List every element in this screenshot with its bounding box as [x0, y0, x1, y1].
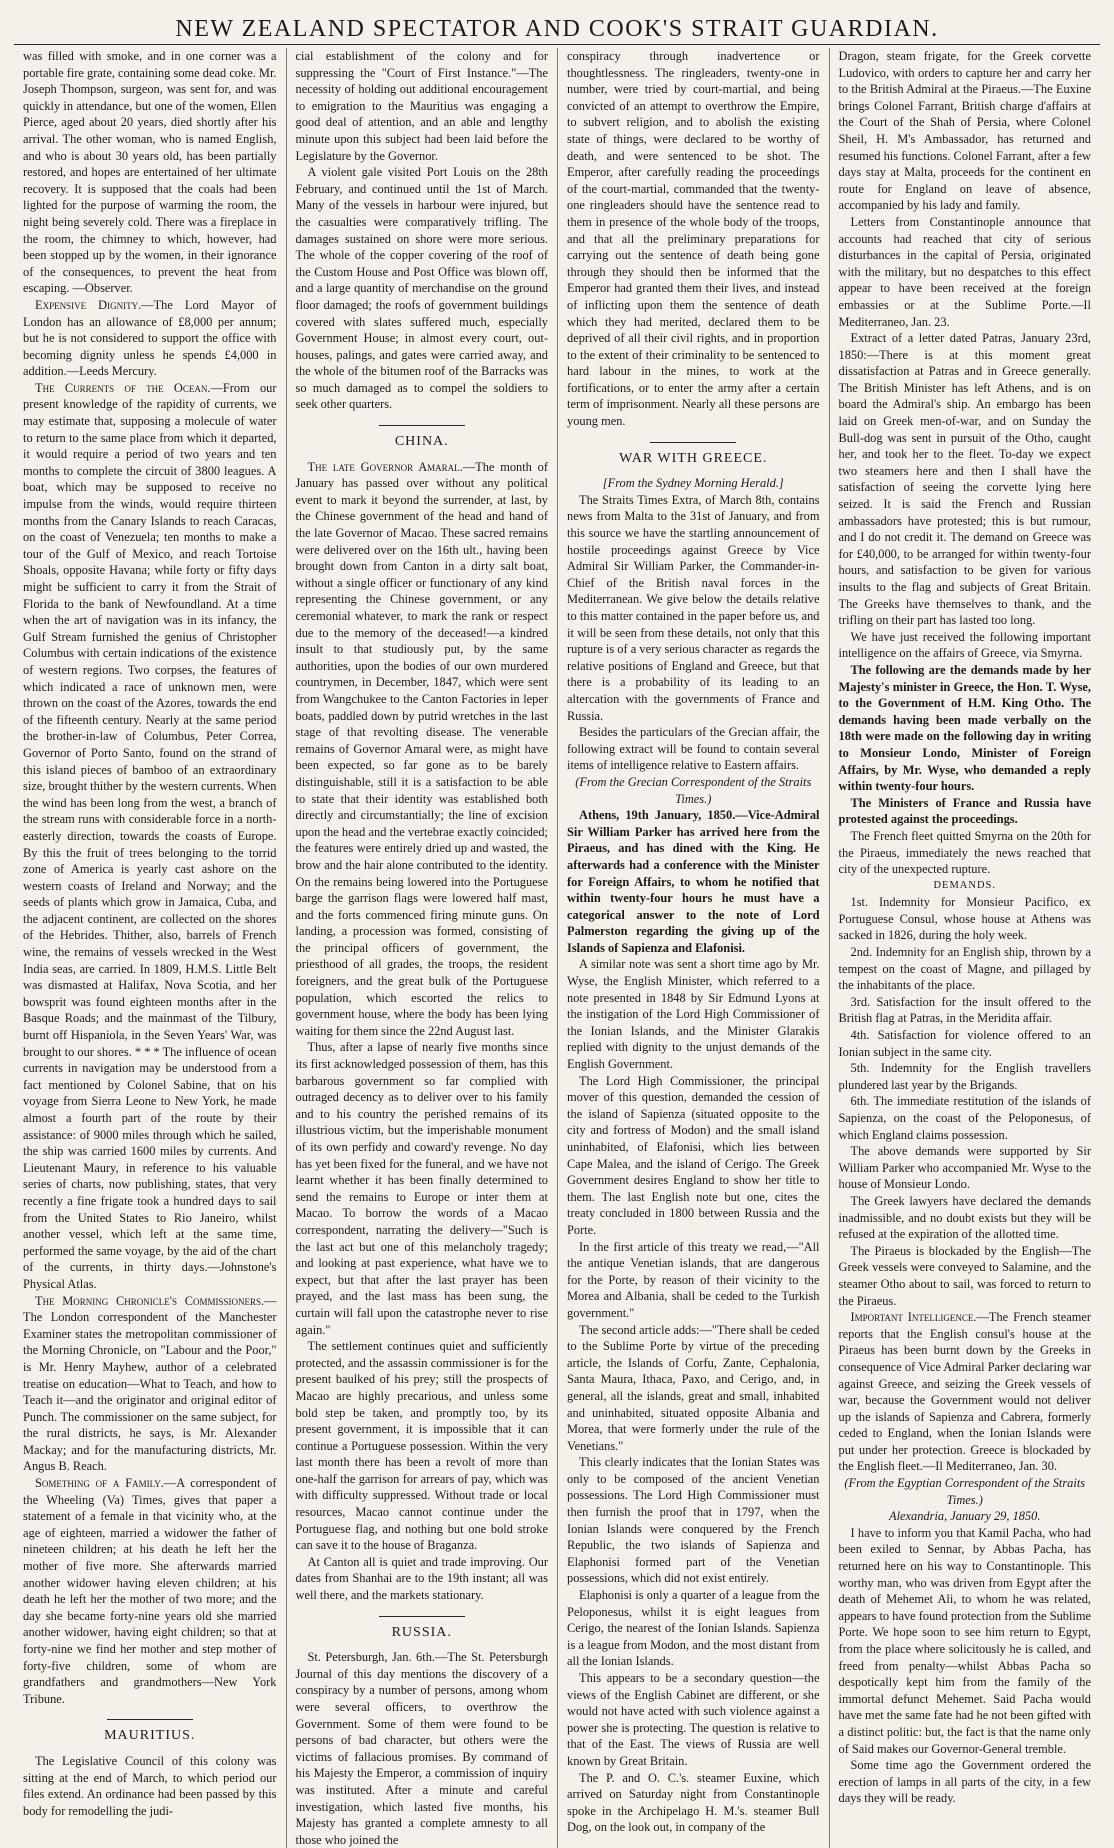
- article-paragraph: The French fleet quitted Smyrna on the 20th for the Piraeus, immediately the news reached that city of the unexpected rupture.: [838, 828, 1091, 877]
- article-body: —A correspondent of the Wheeling (Va) Times, gives that paper a statement of a female in that vicinity who, at the age of eighteen, married a widower the father of nineteen children; at his death he left her the mother of five more. She afterwards married another widower having eleven children; at his death he left her the mother of two more; and the day she became forty-nine years old she married another widower, having eight children; so that at forty-nine we find her mother and step mother of forty-five children, some of whom are grandfathers and grandmothers—New York Tribune.: [23, 1476, 277, 1706]
- source-credit: (From the Grecian Correspondent of the Straits Times.): [575, 774, 812, 806]
- section-heading-mauritius: [23, 1719, 277, 1745]
- article-lead: The Currents of the Ocean.: [35, 380, 211, 395]
- article-paragraph: Elaphonisi is only a quarter of a league from the Peloponesus, whilst it is eight leagues from Cerigo, the nearest of the Ionian Islands. Sapienza is a league from Modon, and the most distant from all the Ionian Islands.: [567, 1588, 820, 1669]
- column-3: [557, 48, 829, 1848]
- demand-item: 3rd. Satisfaction for the insult offered to the British flag at Patras, in the Meridita affair.: [838, 994, 1091, 1026]
- section-title: WAR WITH GREECE.: [619, 450, 768, 466]
- demand-item: 4th. Satisfaction for violence offered to an Ionian subject in the same city.: [838, 1028, 1091, 1059]
- article-paragraph: At Canton all is quiet and trade improving. Our dates from Shanhai are to the 19th instant; all was well there, and the markets stationary.: [295, 1554, 548, 1603]
- section-rule: [107, 1719, 193, 1720]
- column-1: [14, 48, 286, 1848]
- article-paragraph: The second article adds:—"There shall be ceded to the Sublime Porte by virtue of the preceding article, the Islands of Corfu, Zante, Cephalonia, Santa Maura, Ithaca, Paxo, and Cerigo, and, in general, all the islands, great and small, inhabited and uninhabited, situated opposite Albania and Morea, that were formerly under the rule of the Venetians.": [567, 1322, 820, 1453]
- article-paragraph: The Legislative Council of this colony was sitting at the end of March, to which period our files extend. An ordinance had been passed by this body for remodelling the judi-: [23, 1753, 277, 1818]
- article-paragraph: St. Petersburgh, Jan. 6th.—The St. Petersburgh Journal of this day mentions the discovery of a conspiracy by a number of persons, among whom were several officers, to overthrow the Government. Some of them were found to be persons of bad character, but others were the victims of fallacious promises. By command of his Majesty the Emperor, a commission of inquiry was instituted. After a minute and careful investigation, which lasted five months, his Majesty has granted a complete amnesty to all those who joined the: [295, 1650, 548, 1847]
- section-rule: [650, 442, 736, 443]
- article-paragraph: In the first article of this treaty we read,—"All the antique Venetian islands, that are dangerous for the Porte, by reason of their vicinity to the Morea and Albania, shall be ceded to the Turkish government.": [567, 1239, 820, 1320]
- article-paragraph: [296, 459, 549, 1040]
- section-title: MAURITIUS.: [104, 1728, 196, 1744]
- masthead-title: NEW ZEALAND SPECTATOR AND COOK'S STRAIT GUARDIAN.: [14, 0, 1100, 45]
- article-paragraph: A violent gale visited Port Louis on the 28th February, and continued until the 1st of March. Many of the vessels in harbour were injured, but the casualties were comparatively trifling. The damages sustained on shore were more serious. The whole of the copper covering of the roof of the Custom House and Post Office was blown off, and a large quantity of merchandise on the ground floor damaged; the roofs of government buildings covered with slates suffered much, especially Government House; in almost every court, out-houses, palings, and gates were carried away, and the whole of the bitumen roof of the Barracks was so much damaged as to compel the soldiers to seek other quarters.: [295, 165, 548, 412]
- article-paragraph: Dragon, steam frigate, for the Greek corvette Ludovico, with orders to capture her and carry her to the British Admiral at the Piraeus.—The Euxine brings Colonel Farrant, British charge d'affairs at the Court of the Shah of Persia, where Colonel Sheil, H. M's Ambassador, has returned and resumed his functions. Colonel Farrant, after a few days stay at Malta, proceeds for the continent en route for England on leave of absence, accompanied by his lady and family.: [838, 49, 1091, 213]
- article-paragraph: Letters from Constantinople announce that accounts had reached that city of serious disturbances in the capital of Persia, originated with the military, but no despatches to this effect appear to have been received at the foreign embassies or at the Sublime Porte.—Il Mediterraneo, Jan. 23.: [838, 214, 1091, 329]
- article-paragraph: Besides the particulars of the Grecian affair, the following extract will be found to contain several items of intelligence relative to Eastern affairs.: [567, 725, 820, 773]
- section-title: RUSSIA.: [391, 1624, 452, 1640]
- source-credit: [From the Sydney Morning Herald.]: [602, 476, 784, 491]
- article-lead: The Morning Chronicle's Commissioners.: [35, 1293, 265, 1308]
- demand-item: 1st. Indemnity for Monsieur Pacifico, ex Portuguese Consul, whose house at Athens was sacked in 1826, during the holy week.: [838, 895, 1091, 943]
- demand-item: 2nd. Indemnity for an English ship, thrown by a tempest on the coast of Magne, and pillaged by the inhabitants of the place.: [838, 945, 1091, 993]
- article-lead: Something of a Family.: [35, 1476, 164, 1491]
- section-heading-china: [296, 425, 549, 451]
- article-paragraph: Extract of a letter dated Patras, January 23rd, 1850:—There is at this moment great dissatisfaction at Patras and in Greece generally. The British Minister has left Athens, and is on board the Admiral's ship. An embargo has been laid on Greek men-of-war, and on Sunday the Bull-dog was sent in pursuit of the Otho, caught her, and took her to the fleet. To-day we expect two steamers here and then I shall have the satisfaction of seeing the corvette lying here seized. It is said the French and Russian ambassadors have protested; this is but rumour, and I do not credit it. The demand on Greece was for £40,000, to be arranged for within twenty-four hours, and satisfaction to be given for various insults to the flag and subjects of Great Britain. The Greeks have themselves to thank, and the trifling on their part has lasted too long.: [838, 331, 1091, 628]
- article-body: —The Lord Mayor of London has an allowance of £8,000 per annum; but he is not considered to support the office with becoming dignity unless he spends £4,000 in addition.—Leeds Mercury.: [23, 297, 277, 379]
- article-paragraph: [23, 1475, 277, 1707]
- article-paragraph: [23, 380, 277, 1293]
- article-lead: The late Governor Amaral.: [307, 459, 463, 474]
- article-body: —From our present knowledge of the rapidity of currents, we may estimate that, supposing a molecule of water to return to the same place from which it departed, it would require a period of two years and ten months to complete the circuit of 3800 leagues. A boat, which may be supposed to receive no impulse from the winds, would require thirteen months from the Canary Islands to reach Caracas, on the coast of Venezuela; ten months to make a tour of the Gulf of Mexico, and reach Tortoise Shoals, opposite Havana; while forty or fifty days might be sufficient to carry it from the Strait of Florida to the bank of Newfoundland. At a time when the art of navigation was in its infancy, the Gulf Stream furnished the genius of Christopher Columbus with certain indications of the existence of western regions. Two corpses, the features of which indicated a race of unknown men, were thrown on the coast of the Azores, towards the end of the fifteenth century. Nearly at the same period the brother-in-law of Columbus, Peter Correa, Governor of Porto Santo, found on the strand of this island pieces of bamboo of an extraordinary size, brought thither by the western currents. When the wind has been long from the west, a branch of the stream runs with considerable force in a north-easterly direction, towards the coasts of Europe. By this the fruit of trees belonging to the torrid zone of America is yearly cast ashore on the western coasts of Ireland and Norway; and the seeds of plants which grow in Jamaica, Cuba, and the adjacent continent, are collected on the shores of the Hebrides. Thither, also, barrels of French wine, the remains of vessels wrecked in the West India seas, are carried. In 1809, H.M.S. Little Belt was dismasted at Halifax, Nova Scotia, and her bowsprit was found eighteen months after in the Basque Roads; and the mainmast of the Tilbury, burnt off Hispaniola, in the Seven Years' War, was brought to our shores. * * * The influence of ocean currents in navigation may be understood from a fact mentioned by Colonel Sabine, that on his voyage from Sierra Leone to New York, he made almost a fourth part of the route by their assistance: of 9000 miles through which he sailed, the ship was carried 1600 miles by currents. And Lieutenant Maury, in reference to his valuable series of charts, now publishing, states, that very recently a fine frigate took a hundred days to sail from the United States to Rio Janeiro, whilst another vessel, which left at the same time, performed the same voyage, by the aid of the chart of the currents, in thirty days.—Johnstone's Physical Atlas.: [23, 380, 277, 1291]
- article-paragraph: was filled with smoke, and in one corner was a portable fire grate, containing some dead coke. Mr. Joseph Thompson, surgeon, was sent for, and was quickly in attendance, but one of the women, Ellen Pierce, aged about 20 years, died shortly after his arrival. The other woman, who is named English, and who is about 30 years old, has been partially restored, and hopes are entertained of her ultimate recovery. It is supposed that the coals had been lighted for the purpose of warming the room, the night being severely cold. There was a fireplace in the room, the chimney to which, however, had been stopped up by the women, in their ignorance of the consequences, to prevent the heat from escaping. —Observer.: [23, 49, 277, 296]
- article-body: —The French steamer reports that the English consul's house at the Piraeus has been burnt down by the Greeks in consequence of Vice Admiral Parker declaring war against Greece, and seizing the Greek vessels of war, because the Government would not deliver up the islands of Sapienza and Cabrera, formerly ceded to England, when the Ionian Islands were put under her protection. Greece is blockaded by the English fleet.—Il Mediterraneo, Jan. 30.: [838, 1310, 1091, 1474]
- article-paragraph: The P. and O. C.'s. steamer Euxine, which arrived on Saturday night from Constantinople spoke in the Archipelago H. M.'s. steamer Bull Dog, on the look out, in company of the: [567, 1770, 820, 1835]
- demands-heading: DEMANDS.: [933, 879, 997, 891]
- article-paragraph: The Ministers of France and Russia have protested against the proceedings.: [838, 795, 1091, 827]
- article-paragraph: We have just received the following important intelligence on the affairs of Greece, via Smyrna.: [838, 629, 1091, 661]
- section-title: CHINA.: [394, 434, 449, 450]
- section-heading-russia: [296, 1616, 549, 1642]
- article-paragraph: [839, 1309, 1092, 1475]
- article-paragraph: The following are the demands made by her Majesty's minister in Greece, the Hon. T. Wyse, to the Government of H.M. King Otho. The demands having been made verbally on the 18th were made on the following day in writing to Monsieur Londo, Minister of Foreign Affairs, by Mr. Wyse, who demanded a reply within twenty-four hours.: [838, 662, 1091, 794]
- article-paragraph: Some time ago the Government ordered the erection of lamps in all parts of the city, in a few days they will be ready.: [838, 1758, 1091, 1806]
- article-paragraph: The Straits Times Extra, of March 8th, contains news from Malta to the 31st of January, and from this source we have the startling announcement of hostile proceedings against Greece by Vice Admiral Sir William Parker, the Commander-in-Chief of the British naval forces in the Mediterranean. We give below the details relative to this matter contained in the paper before us, and it will be seen from these details, not only that this rupture is of a very serious character as regards the relative positions of England and Greece, but that there is a probability of its leading to an altercation with the governments of France and Russia.: [567, 492, 820, 723]
- article-paragraph: The Piraeus is blockaded by the English—The Greek vessels were conveyed to Salamine, and the steamer Otho about to sail, was forced to return to the Piraeus.: [838, 1243, 1091, 1308]
- source-credit: (From the Egyptian Correspondent of the Straits Times.): [844, 1476, 1086, 1507]
- column-4: [829, 48, 1101, 1848]
- demand-item: 5th. Indemnity for the English travellers plundered last year by the Brigands.: [838, 1061, 1091, 1092]
- article-lead: Important Intelligence.: [850, 1310, 977, 1325]
- section-rule: [379, 425, 465, 426]
- article-paragraph: Thus, after a lapse of nearly five months since its first acknowledged possession of them, has this barbarous government so far complied with outraged decency as to deliver over to his family and to his country the perished remains of its illustrious victim, but the imperishable monument of its own perfidy and coward'y revenge. No day has yet been fixed for the funeral, and we have not learnt whether it has been finally determined to send the remains to Europe or inter them at Macao. To borrow the words of a Macao correspondent, narrating the delivery—"Such is the last act but one of this melancholy tragedy; and looking at past experience, what have we to expect, but that after the last prayer has been prayed, and the last mass has been sung, the curtain will fall upon the catastrophe never to rise again.": [295, 1040, 548, 1337]
- article-paragraph: This clearly indicates that the Ionian States was only to be composed of the ancient Venetian possessions. The Lord High Commissioner must then furnish the proof that in 1797, when the Ionian Islands were conquered by the French Republic, the two islands of Sapienza and Elaphonisi formed part of the Venetian possessions, which did not exist entirely.: [567, 1455, 820, 1586]
- columns: [14, 48, 1100, 1847]
- article-paragraph: The Lord High Commissioner, the principal mover of this question, demanded the cession of the island of Sapienza (situated opposite to the city and fortress of Modon) and the small island uninhabited, of Elafonisi, which lies between Cape Malea, and the island of Cerigo. The Greek Government desires England to show her title to them. The last English note but one, cites the treaty concluded in 1800 between Russia and the Porte.: [567, 1073, 820, 1237]
- article-paragraph: The settlement continues quiet and sufficiently protected, and the assassin commissioner is for the present baulked of his prey; still the prospects of Macao are highly precarious, and unless some bold step be taken, and promptly too, by its present government, it is impossible that it can continue a Portuguese possession. Within the very last month there has been a revolt of more than one-half the garrison for arrears of pay, which was with difficulty suppressed. Without trade or local resources, Macao cannot continue under the Portuguese flag, and nothing but one bold stroke can save it to the house of Braganza.: [295, 1339, 548, 1553]
- article-paragraph: I have to inform you that Kamil Pacha, who had been exiled to Sennar, by Abbas Pacha, has returned here on his way to Constantinople. This worthy man, who was driven from Egypt after the death of Mehemet Ali, to whom he was related, appears to have found protection from the Sublime Porte. We hope soon to see him return to Egypt, from the place where solicitously he is called, and freed from penalty—whilst Abbas Pacha so despotically kept him from the family of the immortal defunct Mehemet. Said Pacha would have met the same fate had he not been gifted with a distinct politic: but, the fact is that the name only of Said makes our Governor-General tremble.: [838, 1525, 1091, 1756]
- dateline: Alexandria, January 29, 1850.: [889, 1509, 1041, 1524]
- article-body: —The month of January has passed over without any political event to mark it beyond the surrender, at last, by the Chinese government of the head and hand of the late Governor of Macao. These sacred remains were delivered over on the 16th ult., having been brought down from Canton in a dirty salt boat, without a single officer or functionary of any kind representing the Chinese government, or any ceremonial whatever, to mark the rank or respect due to the memory of the deceased!—a kindred insult to that studiously put, by the same authorities, upon the bodies of our own murdered countrymen, in December, 1847, which were sent from Wangchukee to the Canton Factories in leper boats, paddled down by putrid wretches in the last stage of that revolting disease. The venerable remains of Governor Amaral were, as might have been expected, so far gone as to be barely distinguishable, still it is a satisfaction to be able to state that their identity was established both directly and circumstantially; the line of excision upon the head and the vertebrae exactly coincided; the features were entirely dried up and wasted, the brow and the hair alone contributed to the identity. On the remains being lowered into the Portuguese barge the garrison flags were lowered half mast, and the forts commenced firing minute guns. On landing, a procession was formed, consisting of the principal officers of government, the priesthood of all grades, the troops, the resident foreigners, and the great bulk of the Portuguese population, which escorted the relics to government house, where the body has been lying waiting for them since the 22nd August last.: [295, 459, 548, 1038]
- article-paragraph: This appears to be a secondary question—the views of the English Cabinet are different, or she would not have acted with such violence against a power she is protecting. The question is relative to that of the East. The views of Russia are well known by Great Britain.: [567, 1671, 820, 1768]
- article-lead: Expensive Dignity.: [35, 297, 142, 312]
- article-body: —The London correspondent of the Manchester Examiner states the metropolitan commissioner of the Morning Chronicle, on "Labour and the Poor," is Mr. Henry Mayhew, author of a celebrated treatise on education—What to Teach, and how to Teach it—and the originator and original editor of Punch. The commissioner on the same subject, for the rural districts, he says, is Mr. Alexander Mackay; and for the manufacturing districts, Mr. Angus B. Reach.: [23, 1293, 277, 1474]
- section-rule: [379, 1616, 465, 1617]
- article-paragraph: The above demands were supported by Sir William Parker who accompanied Mr. Wyse to the house of Monsieur Londo.: [838, 1144, 1091, 1192]
- article-paragraph: cial establishment of the colony and for suppressing the "Court of First Instance."—The necessity of holding out additional encouragement to emigration to the Mauritius was engaging a good deal of attention, and an able and lengthy minute upon this subject had been laid before the Legislature by the Governor.: [295, 49, 548, 163]
- article-paragraph: A similar note was sent a short time ago by Mr. Wyse, the English Minister, which referred to a note presented in 1848 by Sir Edmund Lyons at the instigation of the Lord High Commissioner of the Ionian Islands, and the Minister Glarakis replied with dignity to the unjust demands of the English Government.: [567, 957, 820, 1072]
- article-paragraph: Athens, 19th January, 1850.—Vice-Admiral Sir William Parker has arrived here from the Piraeus, and has dined with the King. He afterwards had a conference with the Minister for Foreign Affairs, to whom he notified that within twenty-four hours he must have a categorical answer to the note of Lord Palmerston regarding the giving up of the Islands of Sapienza and Elafonisi.: [567, 808, 820, 955]
- article-paragraph: conspiracy through inadvertence or thoughtlessness. The ringleaders, twenty-one in number, were tried by court-martial, and being convicted of an attempt to overthrow the Empire, to subvert religion, and to abolish the existing state of things, were declared to be worthy of death, and were sentenced to be shot. The Emperor, after carefully reading the proceedings of the court-martial, commanded that the twenty-one ringleaders should have the sentence read to them in presence of the whole body of the troops, and that all the preliminary preparations for carrying out the sentence of death being gone through they should then be informed that the Emperor had granted them their lives, and instead of inflicting upon them the sentence of death which they had merited, declared them to be deprived of all their civil rights, and in proportion to the extent of their criminality to be sentenced to hard labour in the mines, to work at the fortifications, or to enter the army after a certain term of imprisonment. Nearly all these persons are young men.: [567, 49, 820, 429]
- article-paragraph: The Greek lawyers have declared the demands inadmissible, and no doubt exists but they will be refused at the expiration of the allotted time.: [838, 1193, 1091, 1242]
- section-heading-greece: [567, 442, 820, 468]
- column-2: [286, 48, 558, 1848]
- demand-item: 6th. The immediate restitution of the islands of Sapienza, on the coast of the Peloponesus, of which England claims possession.: [838, 1094, 1091, 1142]
- article-paragraph: [23, 1293, 277, 1476]
- article-paragraph: [23, 297, 277, 380]
